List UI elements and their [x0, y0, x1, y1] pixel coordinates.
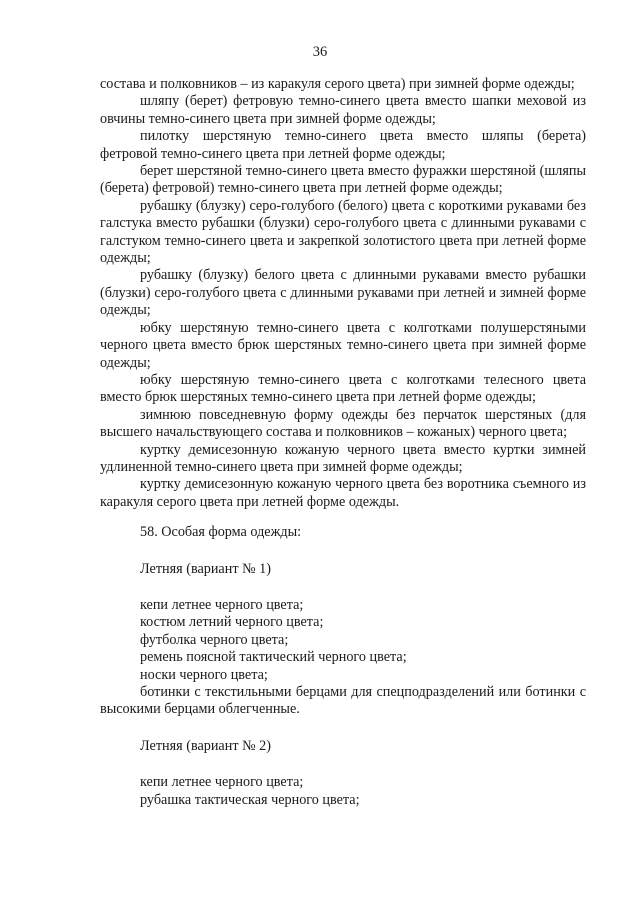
- paragraph: рубашку (блузку) белого цвета с длинными рукавами вместо рубашки (блузки) серо-голубого цвета с длинными рукавами при летней и зимней форме одежды;: [100, 267, 586, 319]
- spacer: [100, 511, 586, 524]
- list-item: футболка черного цвета;: [140, 631, 289, 648]
- page-number: 36: [312, 44, 328, 60]
- spacer: [100, 578, 586, 597]
- list-item: ремень поясной тактический черного цвета;: [140, 649, 407, 666]
- list-item: ботинки с текстильными берцами для спецподразделений или ботинки с высокими берцами облегченные.: [100, 684, 586, 718]
- variant-2-heading: Летняя (вариант № 2): [140, 737, 271, 754]
- paragraph: пилотку шерстяную темно-синего цвета вместо шляпы (берета) фетровой темно-синего цвета при летней форме одежды;: [100, 128, 586, 162]
- variant-1-heading: Летняя (вариант № 1): [140, 560, 271, 577]
- paragraph: юбку шерстяную темно-синего цвета с колготками телесного цвета вместо брюк шерстяных темно-синего цвета при летней форме одежды;: [100, 371, 586, 406]
- paragraph: состава и полковников – из каракуля серого цвета) при зимней форме одежды;: [100, 76, 575, 92]
- spacer: [100, 755, 586, 774]
- paragraph: юбку шерстяную темно-синего цвета с колготками полушерстяными черного цвета вместо брюк шерстяных темно-синего цвета при зимней форме одежды;: [100, 319, 586, 371]
- list-item: кепи летнее черного цвета;: [140, 774, 304, 791]
- list-item: костюм летний черного цвета;: [140, 614, 324, 631]
- spacer: [100, 719, 586, 738]
- paragraph: берет шерстяной темно-синего цвета вместо фуражки шерстяной (шляпы (берета) фетровой) темно-синего цвета при летней форме одежды;: [100, 163, 586, 197]
- list-item: рубашка тактическая черного цвета;: [140, 791, 360, 808]
- spacer: [100, 542, 586, 561]
- paragraph: куртку демисезонную кожаную черного цвета вместо куртки зимней удлиненной темно-синего цвета при зимней форме одежды;: [100, 441, 586, 475]
- paragraph: зимнюю повседневную форму одежды без перчаток шерстяных (для высшего начальствующего состава и полковников – кожаных) черного цвета;: [100, 406, 586, 441]
- paragraph: рубашку (блузку) серо-голубого (белого) цвета с короткими рукавами без галстука вместо рубашки (блузки) серо-голубого цвета с длинными рукавами с галстуком темно-синего цвета и закрепкой золотистого цвета при летней форме одежды;: [100, 197, 586, 267]
- list-item: носки черного цвета;: [140, 666, 268, 683]
- paragraph: куртку демисезонную кожаную черного цвета без воротника съемного из каракуля серого цвета при летней форме одежды.: [100, 476, 586, 510]
- section-heading: 58. Особая форма одежды:: [140, 524, 302, 541]
- document-body: [100, 76, 586, 809]
- list-item: кепи летнее черного цвета;: [140, 596, 304, 613]
- paragraph: шляпу (берет) фетровую темно-синего цвета вместо шапки меховой из овчины темно-синего цвета при зимней форме одежды;: [100, 93, 586, 127]
